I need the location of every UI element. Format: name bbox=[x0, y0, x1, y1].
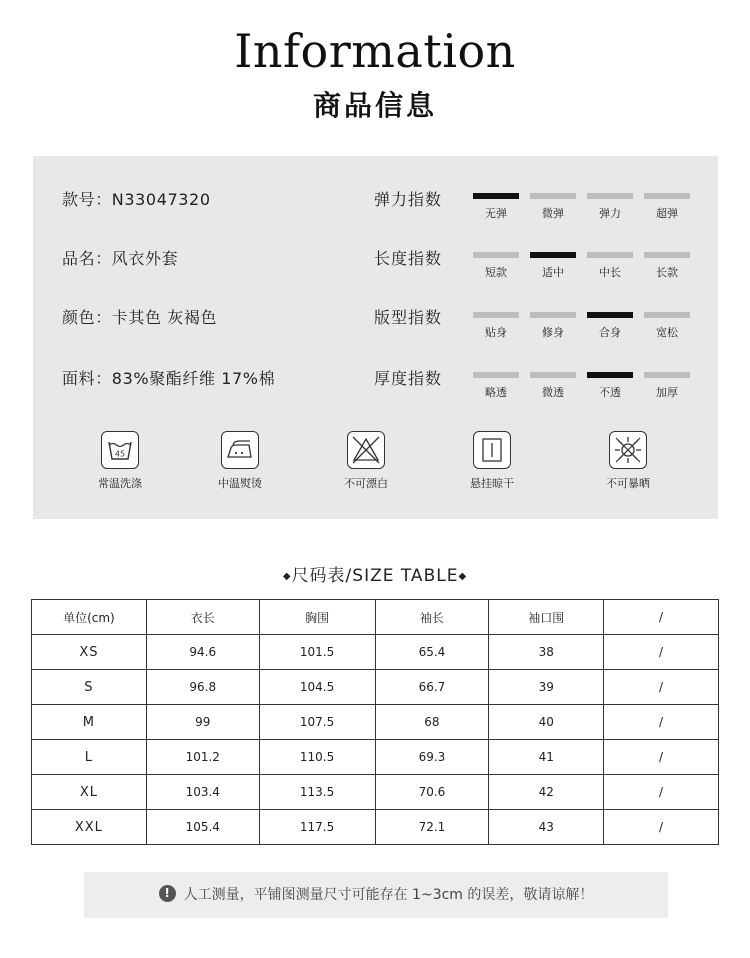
table-cell: 117.5 bbox=[259, 810, 375, 845]
scale-bar bbox=[530, 372, 576, 378]
care-item-dry bbox=[447, 431, 537, 491]
scale-bar bbox=[473, 252, 519, 258]
product-info-panel bbox=[33, 156, 718, 519]
product-fabric: 面料：83%聚酯纤维 17%棉 bbox=[62, 369, 276, 388]
table-cell: / bbox=[604, 635, 719, 670]
elasticity-index-label: 弹力指数 bbox=[374, 190, 443, 209]
care-item-sun bbox=[583, 431, 673, 491]
table-row bbox=[32, 635, 719, 670]
table-cell: 43 bbox=[489, 810, 604, 845]
table-cell: 70.6 bbox=[375, 775, 489, 810]
style-number: 款号：N33047320 bbox=[62, 190, 211, 209]
title-en: Information bbox=[234, 24, 516, 78]
scale-bar bbox=[587, 193, 633, 199]
table-cell: / bbox=[604, 810, 719, 845]
notice-text: 人工测量，平铺图测量尺寸可能存在 1~3cm 的误差，敬请谅解！ bbox=[183, 887, 594, 903]
hang-dry-icon bbox=[473, 431, 511, 469]
elasticity-option bbox=[644, 193, 690, 223]
scale-option-label: 超弹 bbox=[656, 207, 678, 220]
table-cell: 68 bbox=[375, 705, 489, 740]
table-cell: 94.6 bbox=[146, 635, 259, 670]
table-cell: / bbox=[604, 740, 719, 775]
scale-option-label: 长款 bbox=[656, 266, 678, 279]
table-cell: / bbox=[604, 670, 719, 705]
care-item-iron bbox=[195, 431, 285, 491]
table-cell: 107.5 bbox=[259, 705, 375, 740]
length-option bbox=[587, 252, 633, 282]
table-cell: 105.4 bbox=[146, 810, 259, 845]
header-cell: 胸围 bbox=[259, 600, 375, 635]
warning-icon: ! bbox=[159, 885, 176, 902]
size-table bbox=[31, 599, 719, 845]
scale-option-label: 微弹 bbox=[542, 207, 564, 220]
elasticity-option bbox=[473, 193, 519, 223]
table-cell: 96.8 bbox=[146, 670, 259, 705]
table-row bbox=[32, 740, 719, 775]
size-cell: XXL bbox=[32, 810, 147, 845]
fit-option bbox=[473, 312, 519, 342]
scale-option-label: 宽松 bbox=[656, 326, 678, 339]
table-cell: 65.4 bbox=[375, 635, 489, 670]
table-cell: 101.5 bbox=[259, 635, 375, 670]
length-option bbox=[644, 252, 690, 282]
table-row bbox=[32, 775, 719, 810]
fit-option bbox=[644, 312, 690, 342]
scale-bar bbox=[530, 252, 576, 258]
header-cell: 袖长 bbox=[375, 600, 489, 635]
elasticity-option bbox=[587, 193, 633, 223]
length-index-label: 长度指数 bbox=[374, 249, 443, 268]
thickness-option bbox=[530, 372, 576, 402]
scale-option-label: 贴身 bbox=[485, 326, 507, 339]
fit-scale bbox=[473, 312, 693, 342]
no-sun-dry-icon bbox=[609, 431, 647, 469]
scale-bar bbox=[530, 193, 576, 199]
scale-option-label: 合身 bbox=[599, 326, 621, 339]
wash-temp-label: 45 bbox=[114, 449, 126, 459]
table-cell: 66.7 bbox=[375, 670, 489, 705]
thickness-scale bbox=[473, 372, 693, 402]
table-cell: 38 bbox=[489, 635, 604, 670]
product-name: 品名：风衣外套 bbox=[62, 249, 179, 268]
table-cell: 113.5 bbox=[259, 775, 375, 810]
scale-bar bbox=[587, 312, 633, 318]
scale-bar bbox=[644, 372, 690, 378]
fit-option bbox=[530, 312, 576, 342]
header-cell: 袖口围 bbox=[489, 600, 604, 635]
header-cell: 单位(cm) bbox=[32, 600, 147, 635]
size-cell: XL bbox=[32, 775, 147, 810]
care-label: 中温熨烫 bbox=[218, 477, 262, 490]
care-item-wash bbox=[75, 431, 165, 491]
table-cell: 69.3 bbox=[375, 740, 489, 775]
table-row bbox=[32, 810, 719, 845]
table-cell: 72.1 bbox=[375, 810, 489, 845]
scale-bar bbox=[473, 312, 519, 318]
table-cell: 40 bbox=[489, 705, 604, 740]
scale-option-label: 修身 bbox=[542, 326, 564, 339]
scale-bar bbox=[587, 252, 633, 258]
table-cell: / bbox=[604, 775, 719, 810]
scale-bar bbox=[644, 252, 690, 258]
elasticity-option bbox=[530, 193, 576, 223]
thickness-option bbox=[473, 372, 519, 402]
size-cell: XS bbox=[32, 635, 147, 670]
elasticity-scale bbox=[473, 193, 693, 223]
table-header-row bbox=[32, 600, 719, 635]
scale-bar bbox=[587, 372, 633, 378]
care-item-bleach bbox=[321, 431, 411, 491]
scale-option-label: 适中 bbox=[542, 266, 564, 279]
scale-option-label: 短款 bbox=[485, 266, 507, 279]
thickness-option bbox=[587, 372, 633, 402]
care-label: 悬挂晾干 bbox=[470, 477, 514, 490]
table-row bbox=[32, 705, 719, 740]
scale-option-label: 微透 bbox=[542, 386, 564, 399]
care-label: 不可暴晒 bbox=[606, 477, 650, 490]
table-cell: 41 bbox=[489, 740, 604, 775]
no-bleach-icon bbox=[347, 431, 385, 469]
scale-option-label: 中长 bbox=[599, 266, 621, 279]
table-cell: / bbox=[604, 705, 719, 740]
length-option bbox=[473, 252, 519, 282]
diamond-icon: ◆ bbox=[458, 571, 468, 582]
fit-index-label: 版型指数 bbox=[374, 308, 443, 327]
size-table-title-text: 尺码表/SIZE TABLE bbox=[291, 566, 459, 586]
wash-45-icon bbox=[101, 431, 139, 469]
size-cell: S bbox=[32, 670, 147, 705]
length-scale bbox=[473, 252, 693, 282]
length-option bbox=[530, 252, 576, 282]
table-cell: 99 bbox=[146, 705, 259, 740]
scale-bar bbox=[473, 193, 519, 199]
care-label: 常温洗涤 bbox=[98, 477, 142, 490]
size-cell: M bbox=[32, 705, 147, 740]
table-cell: 101.2 bbox=[146, 740, 259, 775]
size-table-title bbox=[0, 561, 750, 586]
thickness-option bbox=[644, 372, 690, 402]
scale-option-label: 弹力 bbox=[599, 207, 621, 220]
diamond-icon: ◆ bbox=[282, 571, 292, 582]
header-cell: / bbox=[604, 600, 719, 635]
scale-option-label: 不透 bbox=[599, 386, 621, 399]
scale-option-label: 无弹 bbox=[485, 207, 507, 220]
product-color: 颜色：卡其色 灰褐色 bbox=[62, 308, 218, 327]
table-cell: 42 bbox=[489, 775, 604, 810]
table-cell: 110.5 bbox=[259, 740, 375, 775]
measurement-notice bbox=[84, 872, 668, 918]
header-cell: 衣长 bbox=[146, 600, 259, 635]
scale-bar bbox=[644, 193, 690, 199]
table-cell: 39 bbox=[489, 670, 604, 705]
scale-bar bbox=[644, 312, 690, 318]
thickness-index-label: 厚度指数 bbox=[374, 369, 443, 388]
table-cell: 103.4 bbox=[146, 775, 259, 810]
fit-option bbox=[587, 312, 633, 342]
table-row bbox=[32, 670, 719, 705]
table-cell: 104.5 bbox=[259, 670, 375, 705]
title-cn: 商品信息 bbox=[312, 89, 437, 122]
scale-bar bbox=[473, 372, 519, 378]
care-label: 不可漂白 bbox=[344, 477, 388, 490]
scale-option-label: 略透 bbox=[485, 386, 507, 399]
iron-medium-icon bbox=[221, 431, 259, 469]
scale-bar bbox=[530, 312, 576, 318]
size-cell: L bbox=[32, 740, 147, 775]
scale-option-label: 加厚 bbox=[656, 386, 678, 399]
